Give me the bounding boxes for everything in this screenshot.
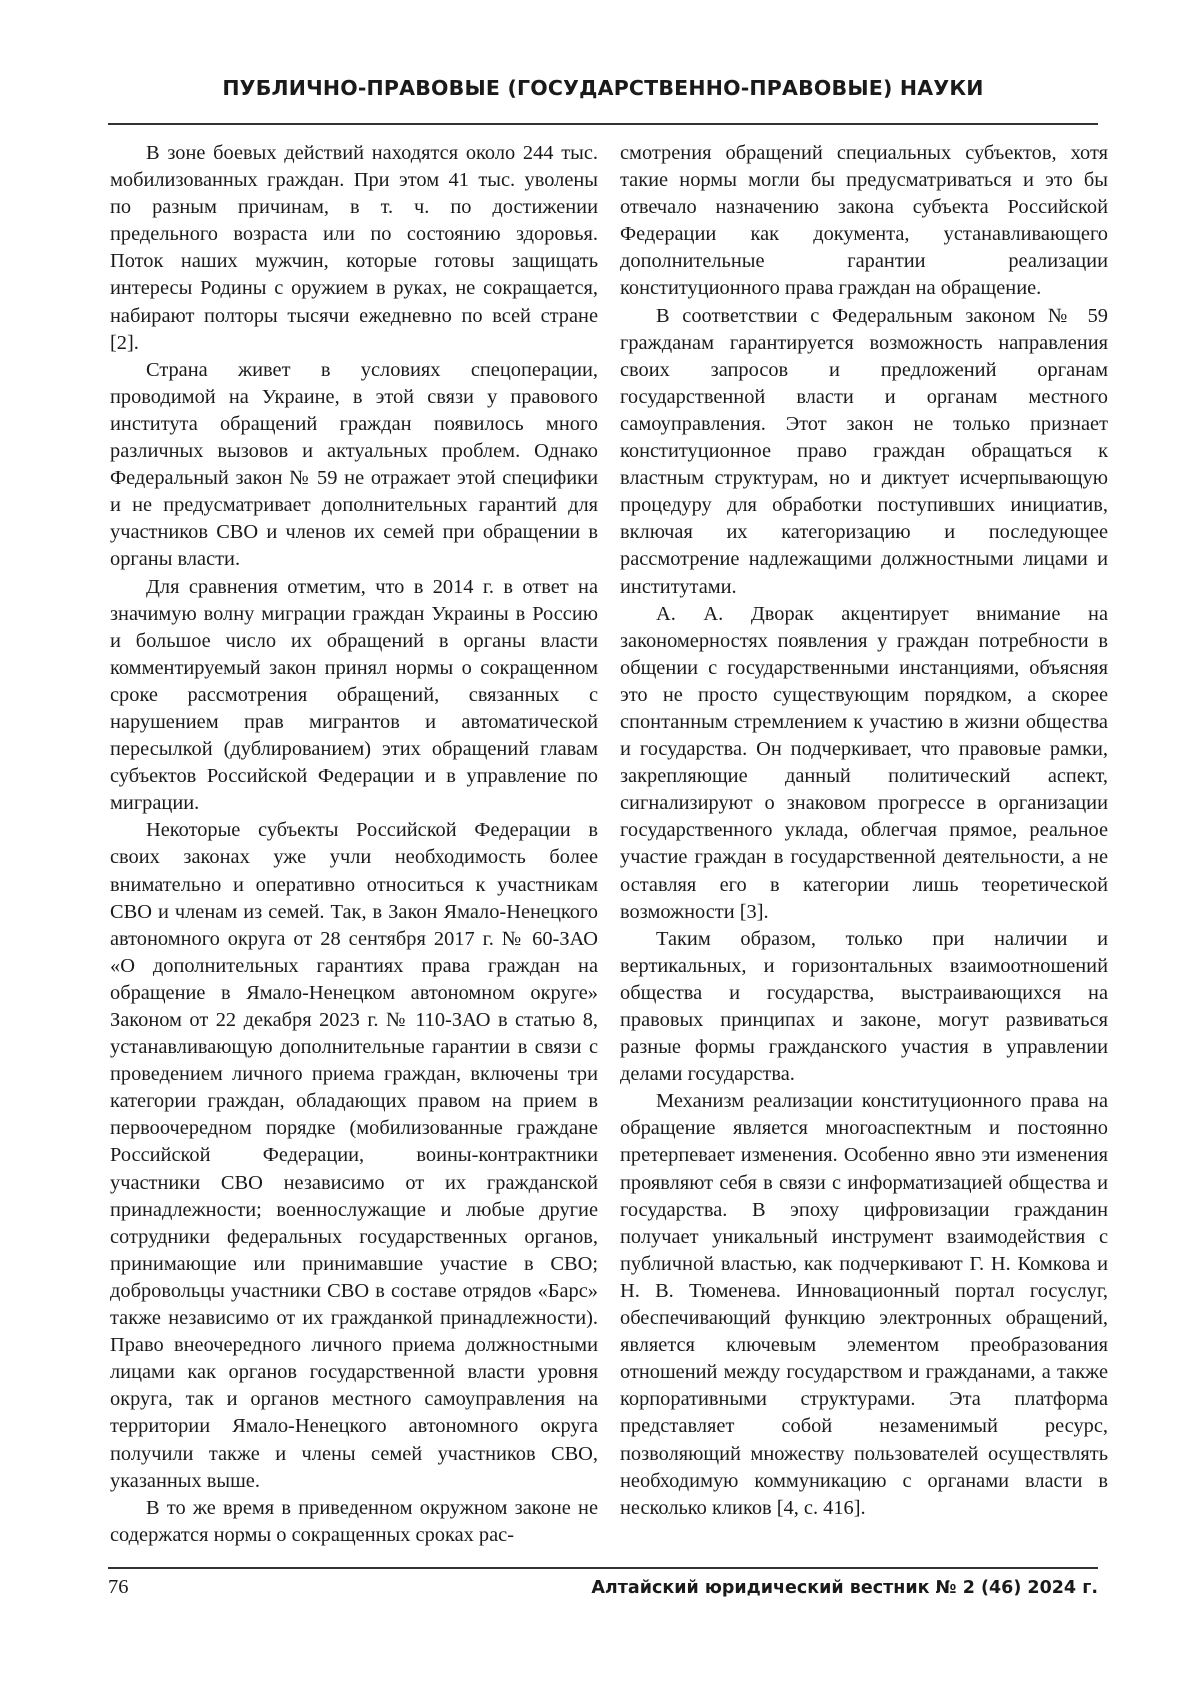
right-column <box>620 140 1108 1522</box>
paragraph: Страна живет в условиях спецоперации, проводимой на Украине, в этой связи у правового института обращений граждан появилось много различных вызовов и актуальных проблем. Однако Федеральный закон № 59 не отражает этой специфики и не предусматривает дополнительных гарантий для участников СВО и членов их семей при обращении в органы власти. <box>110 358 598 571</box>
paragraph: А. А. Дворак акцентирует внимание на закономерностях появления у граждан потребности в общении с государственными инстанциями, объясняя это не просто существующим порядком, а скорее спонтанным стремлением к участию в жизни общества и государства. Он подчеркивает, что правовые рамки, закрепляющие данный политический аспект, сигнализируют о знаковом прогрессе в организации государственного уклада, облегчая прямое, реальное участие граждан в государственной деятельности, а не оставляя его в категории лишь теоретической возможности [3]. <box>620 602 1108 923</box>
paragraph-continuation: смотрения обращений специальных субъектов, хотя такие нормы могли бы предусматриваться и это бы отвечало назначению закона субъекта Российской Федерации как документа, устанавливающего дополнительные гарантии реализации конституционного права граждан на обращение. <box>620 142 1108 300</box>
footer-rule <box>108 1567 1098 1569</box>
paragraph: В то же время в приведенном окружном законе не содержатся нормы о сокращенных сроках рас- <box>110 1496 598 1546</box>
paragraph: Механизм реализации конституционного права на обращение является многоаспектным и постоянно претерпевает изменения. Особенно явно эти изменения проявляют себя в связи с информатизацией общества и государства. В эпоху цифровизации гражданин получает уникальный инструмент взаимодействия с публичной властью, как подчеркивают Г. Н. Комкова и Н. В. Тюменева. Инновационный портал госуслуг, обеспечивающий функцию электронных обращений, является ключевым элементом преобразования отношений между государством и гражданами, а также корпоративными структурами. Эта платформа представляет собой незаменимый ресурс, позволяющий множеству пользователей осуществлять необходимую коммуникацию с органами власти в несколько кликов [4, с. 416]. <box>620 1090 1108 1519</box>
paragraph: Таким образом, только при наличии и вертикальных, и горизонтальных взаимоотношений общества и государства, выстраивающихся на правовых принципах и законе, могут развиваться разные формы гражданского участия в управлении делами государства. <box>620 927 1108 1086</box>
page-number: 76 <box>108 1576 129 1598</box>
header-rule <box>108 123 1098 125</box>
journal-title: Алтайский юридический вестник № 2 (46) 2024 г. <box>591 1578 1098 1598</box>
paragraph: В соответствии с Федеральным законом № 59 гражданам гарантируется возможность направления своих запросов и предложений органам государственной власти и органам местного самоуправления. Этот закон не только признает конституционное право граждан обращаться к властным структурам, но и диктует исчерпывающую процедуру для обработки поступивших инициатив, включая их категоризацию и последующее рассмотрение надлежащими должностными лицами и институтами. <box>620 304 1108 598</box>
left-column <box>110 140 598 1549</box>
paragraph: Некоторые субъекты Российской Федерации в своих законах уже учли необходимость более внимательно и оперативно относиться к участникам СВО и членам из семей. Так, в Закон Ямало-Ненецкого автономного округа от 28 сентября 2017 г. № 60-ЗАО «О дополнительных гарантиях права граждан на обращение в Ямало-Ненецком автономном округе» Законом от 22 декабря 2023 г. № 110-ЗАО в статью 8, устанавливающую дополнительные гарантии в связи с проведением личного приема граждан, включены три категории граждан, обладающих правом на прием в первоочередном порядке (мобилизованные граждане Российской Федерации, воины-контрактники участники СВО независимо от их гражданской принадлежности; военнослужащие и любые другие сотрудники федеральных государственных органов, принимающие или принимавшие участие в СВО; добровольцы участники СВО в составе отрядов «Барс» также независимо от их гражданкой принадлежности). Право внеочередного личного приема должностными лицами как органов государственной власти уровня округа, так и органов местного самоуправления на территории Ямало-Ненецкого автономного округа получили также и члены семей участников СВО, указанных выше. <box>110 819 598 1492</box>
running-header: ПУБЛИЧНО-ПРАВОВЫЕ (ГОСУДАРСТВЕННО-ПРАВОВЫЕ) НАУКИ <box>222 76 984 100</box>
paragraph: Для сравнения отметим, что в 2014 г. в ответ на значимую волну миграции граждан Украины в Россию и большое число их обращений в органы власти комментируемый закон принял нормы о сокращенном сроке рассмотрения обращений, связанных с нарушением прав мигрантов и автоматической пересылкой (дублированием) этих обращений главам субъектов Российской Федерации и в управление по миграции. <box>110 575 598 815</box>
paragraph: В зоне боевых действий находятся около 244 тыс. мобилизованных граждан. При этом 41 тыс. уволены по разным причинам, в т. ч. по достижении предельного возраста или по состоянию здоровья. Поток наших мужчин, которые готовы защищать интересы Родины с оружием в руках, не сокращается, набирают полторы тысячи ежедневно по всей стране [2]. <box>110 142 598 354</box>
